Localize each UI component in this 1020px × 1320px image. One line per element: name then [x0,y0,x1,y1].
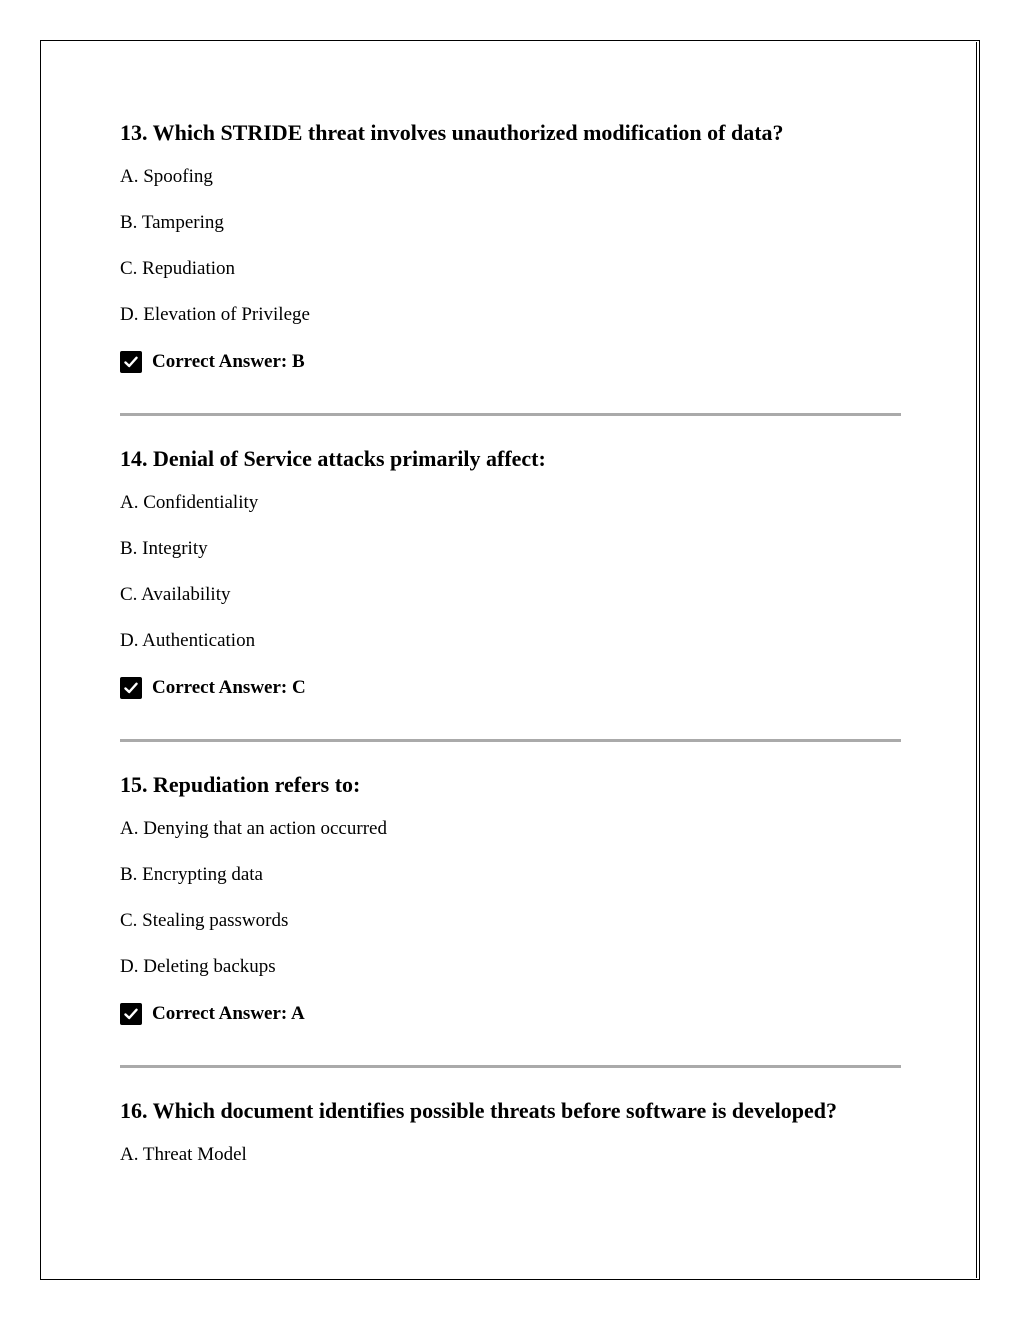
option-a: A. Threat Model [120,1144,247,1165]
option-a: A. Denying that an action occurred [120,818,387,839]
correct-answer [120,1001,901,1027]
quiz-content [120,118,901,1189]
option-c: C. Repudiation [120,258,236,279]
option-d: D. Deleting backups [120,956,276,977]
check-mark-icon [120,351,142,373]
question-title: 16. Which document identifies possible threats before software is developed? [120,1098,838,1123]
question-15 [120,770,901,1027]
check-mark-icon [120,677,142,699]
option-a: A. Spoofing [120,166,213,187]
question-16 [120,1096,901,1167]
correct-answer [120,675,901,701]
question-13 [120,118,901,375]
correct-answer-label: Correct Answer: B [152,351,305,372]
option-b: B. Tampering [120,212,224,233]
question-title: 15. Repudiation refers to: [120,772,361,797]
option-d: D. Authentication [120,630,256,651]
option-b: B. Integrity [120,538,208,559]
option-d: D. Elevation of Privilege [120,304,310,325]
option-c: C. Stealing passwords [120,910,289,931]
check-mark-icon [120,1003,142,1025]
divider [120,413,901,416]
option-c: C. Availability [120,584,231,605]
page-border-inner-line [976,42,977,1278]
question-title: 14. Denial of Service attacks primarily affect: [120,446,546,471]
option-b: B. Encrypting data [120,864,263,885]
question-14 [120,444,901,701]
divider [120,1065,901,1068]
divider [120,739,901,742]
option-a: A. Confidentiality [120,492,259,513]
question-title: 13. Which STRIDE threat involves unauthorized modification of data? [120,120,784,145]
correct-answer-label: Correct Answer: A [152,1003,305,1024]
correct-answer-label: Correct Answer: C [152,677,306,698]
correct-answer [120,349,901,375]
